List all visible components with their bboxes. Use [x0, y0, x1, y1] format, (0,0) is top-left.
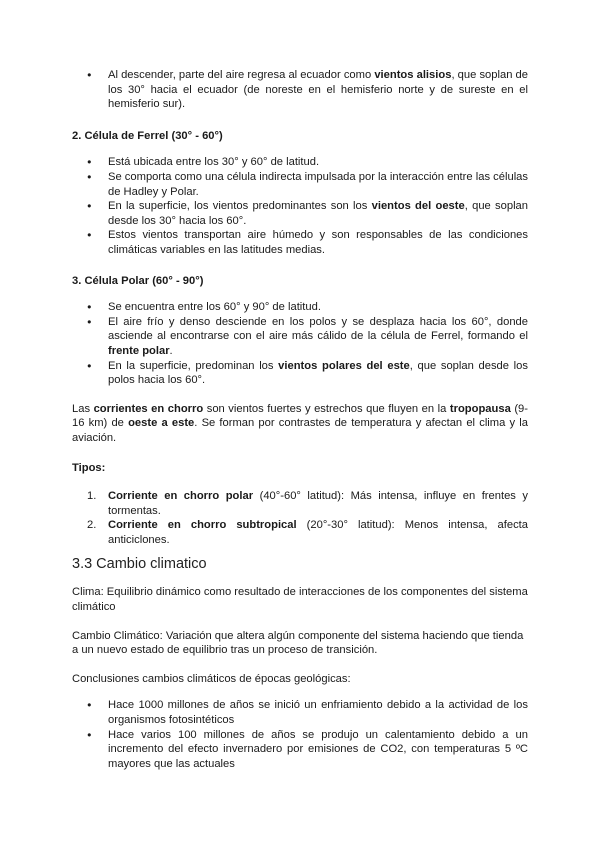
tipos-heading: Tipos: [72, 462, 106, 475]
jet-stream-paragraph: Las corrientes en chorro son vientos fuertes y estrechos que fluyen en la tropopausa (9-16 km) de oeste a este. Se forman por contrastes de temperatura y afectan el clima y la aviación. [72, 402, 528, 444]
polar-heading: 3. Célula Polar (60° - 90°) [72, 274, 204, 287]
polar-list [72, 300, 528, 388]
list-item: ● En la superficie, los vientos predominantes son los vientos del oeste, que soplan desde los 30° hacia los 60°. [72, 199, 528, 228]
list-item: ● Hace 1000 millones de años se inició un enfriamiento debido a la actividad de los organismos fotosintéticos [72, 698, 528, 727]
list-item: 2. Corriente en chorro subtropical (20°-30° latitud): Menos intensa, afecta anticiclones. [87, 519, 528, 546]
list-item: ● Al descender, parte del aire regresa al ecuador como vientos alisios, que soplan de los 30° hacia el ecuador (de noreste en el hemisferio norte y de sureste en el hemisferio sur). [72, 68, 528, 112]
section-title: 3.3 Cambio climatico [72, 556, 207, 573]
ferrel-list [72, 155, 528, 257]
list-item: ● En la superficie, predominan los vientos polares del este, que soplan desde los polos hacia los 60°. [72, 359, 528, 388]
cambio-climatico-definition: Cambio Climático: Variación que altera algún componente del sistema haciendo que tienda a un nuevo estado de equilibrio tras un proceso de transición. [72, 629, 524, 657]
list-item: ● Estos vientos transportan aire húmedo y son responsables de las condiciones climáticas variables en las latitudes medias. [72, 228, 528, 257]
list-item: ● El aire frío y denso desciende en los polos y se desplaza hacia los 60°, donde asciende al encontrarse con el aire más cálido de la célula de Ferrel, formando el frente polar. [72, 315, 528, 359]
tipos-list [72, 489, 528, 547]
list-item: 1. Corriente en chorro polar (40°-60° latitud): Más intensa, influye en frentes y tormentas. [87, 490, 528, 517]
conclusiones-label: Conclusiones cambios climáticos de épocas geológicas: [72, 672, 351, 685]
hadley-list-continued [72, 68, 528, 112]
page-content [72, 68, 528, 771]
clima-definition: Clima: Equilibrio dinámico como resultado de interacciones de los componentes del sistema climático [72, 586, 528, 614]
list-item: ● Se comporta como una célula indirecta impulsada por la interacción entre las células de Hadley y Polar. [72, 170, 528, 199]
conclusiones-list [72, 698, 528, 771]
list-item: ● Se encuentra entre los 60° y 90° de latitud. [72, 300, 528, 315]
list-item: ● Hace varios 100 millones de años se produjo un calentamiento debido a un incremento del efecto invernadero por emisiones de CO2, con temperaturas 5 ºC mayores que las actuales [72, 728, 528, 772]
ferrel-heading: 2. Célula de Ferrel (30° - 60°) [72, 129, 223, 142]
list-item: ● Está ubicada entre los 30° y 60° de latitud. [72, 155, 528, 170]
